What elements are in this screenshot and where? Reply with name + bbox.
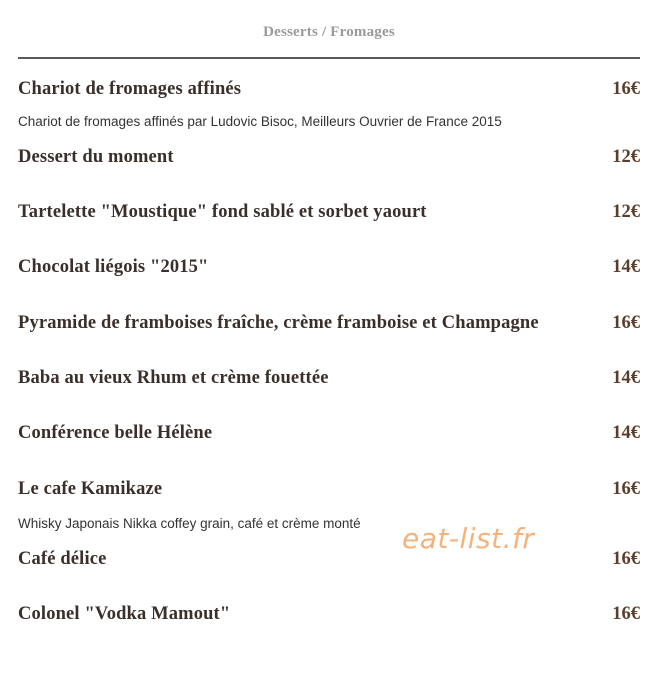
menu-item-price: 12€ xyxy=(612,147,640,167)
menu-item-price: 14€ xyxy=(612,257,640,277)
menu xyxy=(18,0,640,625)
menu-item-price: 16€ xyxy=(612,79,640,99)
menu-item xyxy=(18,604,640,625)
menu-item xyxy=(18,368,640,389)
menu-item-description: Chariot de fromages affinés par Ludovic Bisoc, Meilleurs Ouvrier de France 2015 xyxy=(18,114,502,129)
menu-item-name: Pyramide de framboises fraîche, crème framboise et Champagne xyxy=(18,313,539,333)
watermark: eat-list.fr xyxy=(402,522,535,555)
menu-item xyxy=(18,549,640,570)
menu-item xyxy=(18,202,640,223)
menu-item xyxy=(18,147,640,168)
menu-item-name: Chariot de fromages affinés xyxy=(18,79,242,99)
menu-item-price: 14€ xyxy=(612,368,640,388)
menu-item-name: Baba au vieux Rhum et crème fouettée xyxy=(18,368,329,388)
menu-item-price: 12€ xyxy=(612,202,640,222)
section-title: Desserts / Fromages xyxy=(263,24,395,40)
menu-item-price: 16€ xyxy=(612,313,640,333)
menu-item-name: Le cafe Kamikaze xyxy=(18,479,163,499)
menu-item-name: Café délice xyxy=(18,549,107,569)
menu-item-price: 16€ xyxy=(612,549,640,569)
menu-item-name: Tartelette "Moustique" fond sablé et sorbet yaourt xyxy=(18,202,427,222)
menu-item-price: 16€ xyxy=(612,604,640,624)
menu-item-name: Chocolat liégois "2015" xyxy=(18,257,209,277)
menu-item-name: Dessert du moment xyxy=(18,147,174,167)
menu-item-price: 14€ xyxy=(612,423,640,443)
menu-item xyxy=(18,423,640,444)
menu-item-name: Colonel "Vodka Mamout" xyxy=(18,604,231,624)
menu-item-price: 16€ xyxy=(612,479,640,499)
menu-item xyxy=(18,313,640,334)
menu-item-name: Conférence belle Hélène xyxy=(18,423,213,443)
menu-item xyxy=(18,257,640,278)
menu-item xyxy=(18,79,640,129)
section-divider xyxy=(18,57,640,59)
menu-item xyxy=(18,479,640,531)
menu-item-description: Whisky Japonais Nikka coffey grain, café et crème monté xyxy=(18,516,361,531)
